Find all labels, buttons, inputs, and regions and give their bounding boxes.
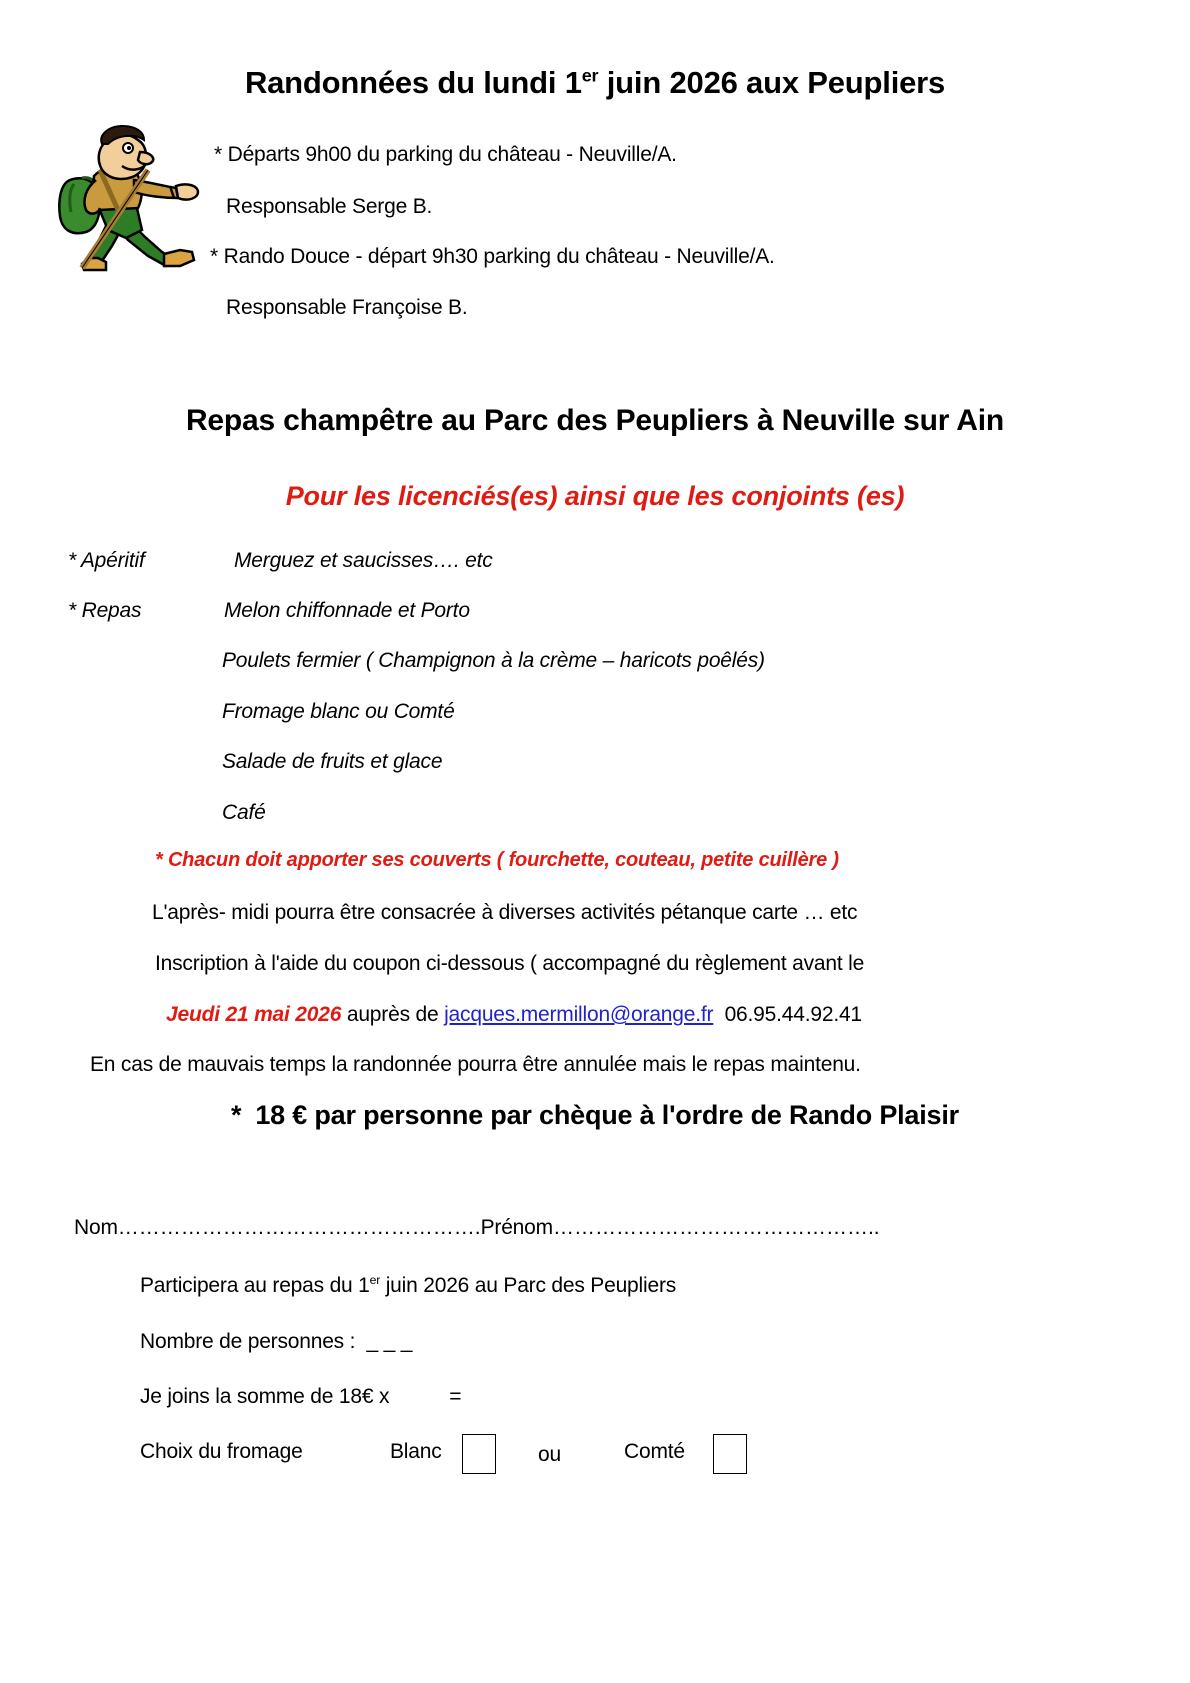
price-line: [0, 1101, 1190, 1131]
hike-responsible-2: Responsable Françoise B.: [226, 296, 468, 319]
coupon-count-row: [140, 1330, 412, 1353]
deadline-date: Jeudi 21 mai 2026: [166, 1003, 342, 1026]
checkbox-fromage-blanc[interactable]: [462, 1434, 496, 1474]
coupon-cheese-label: Choix du fromage: [140, 1440, 303, 1463]
menu-value-cafe: Café: [222, 801, 266, 824]
coupon-participation-row: [140, 1274, 676, 1297]
coupon-participation-prefix: Participera au repas du 1: [140, 1274, 370, 1297]
menu-value-aperitif: Merguez et saucisses…. etc: [234, 549, 493, 572]
price-star: *: [231, 1100, 242, 1130]
price-text: 18 € par personne par chèque à l'ordre de Rando Plaisir: [255, 1100, 959, 1130]
coupon-cheese-option-blanc: Blanc: [390, 1440, 442, 1463]
coupon-prenom-label: Prénom: [480, 1216, 553, 1239]
contact-phone: 06.95.44.92.41: [724, 1003, 862, 1026]
menu-value-dessert: Salade de fruits et glace: [222, 750, 443, 773]
coupon-cheese-or: ou: [538, 1443, 561, 1466]
coupon-amount-equals[interactable]: =: [449, 1385, 462, 1408]
menu-value-fromage: Fromage blanc ou Comté: [222, 700, 455, 723]
deadline-line: [166, 1003, 862, 1026]
coupon-prenom-dots[interactable]: ………………………………………..: [552, 1216, 880, 1239]
menu-label-repas: * Repas: [68, 599, 142, 622]
page-title-ordinal: er: [581, 65, 599, 86]
page-title: [0, 66, 1190, 100]
deadline-connector: auprès de: [341, 1003, 445, 1026]
page-title-suffix: juin 2026 aux Peupliers: [598, 65, 946, 100]
coupon-cheese-option-comte: Comté: [624, 1440, 685, 1463]
coupon-name-row: [74, 1216, 880, 1239]
weather-note: En cas de mauvais temps la randonnée pourra être annulée mais le repas maintenu.: [90, 1053, 861, 1076]
meal-subheading: Pour les licenciés(es) ainsi que les conjoints (es): [285, 481, 905, 511]
coupon-participation-ordinal: er: [369, 1273, 381, 1287]
hike-departure-line: * Départs 9h00 du parking du château - Neuville/A.: [214, 143, 677, 166]
coupon-participation-suffix: juin 2026 au Parc des Peupliers: [380, 1274, 677, 1297]
coupon-count-label: Nombre de personnes :: [140, 1330, 356, 1353]
registration-note: Inscription à l'aide du coupon ci-dessous ( accompagné du règlement avant le: [155, 952, 865, 975]
coupon-nom-label: Nom: [74, 1216, 118, 1239]
hike-responsible-1: Responsable Serge B.: [226, 195, 433, 218]
menu-label-aperitif: * Apéritif: [68, 549, 145, 572]
checkbox-fromage-comte[interactable]: [713, 1434, 747, 1474]
coupon-nom-dots[interactable]: …………………………………………….: [117, 1216, 481, 1239]
meal-heading: Repas champêtre au Parc des Peupliers à Neuville sur Ain: [185, 404, 1005, 437]
coupon-amount-label: Je joins la somme de 18€ x: [140, 1385, 390, 1408]
afternoon-note: L'après- midi pourra être consacrée à diverses activités pétanque carte … etc: [152, 901, 858, 924]
cutlery-note: * Chacun doit apporter ses couverts ( fourchette, couteau, petite cuillère ): [155, 849, 839, 871]
menu-value-entree: Melon chiffonnade et Porto: [224, 599, 470, 622]
contact-email-link[interactable]: jacques.mermillon@orange.fr: [444, 1003, 714, 1026]
menu-value-plat: Poulets fermier ( Champignon à la crème – haricots poêlés): [222, 649, 765, 672]
hike-douce-line: * Rando Douce - départ 9h30 parking du château - Neuville/A.: [210, 245, 775, 268]
coupon-count-blank[interactable]: _ _ _: [366, 1330, 413, 1353]
coupon-amount-row: [140, 1385, 461, 1408]
hiker-illustration: [52, 118, 204, 278]
page-title-prefix: Randonnées du lundi 1: [244, 65, 582, 100]
